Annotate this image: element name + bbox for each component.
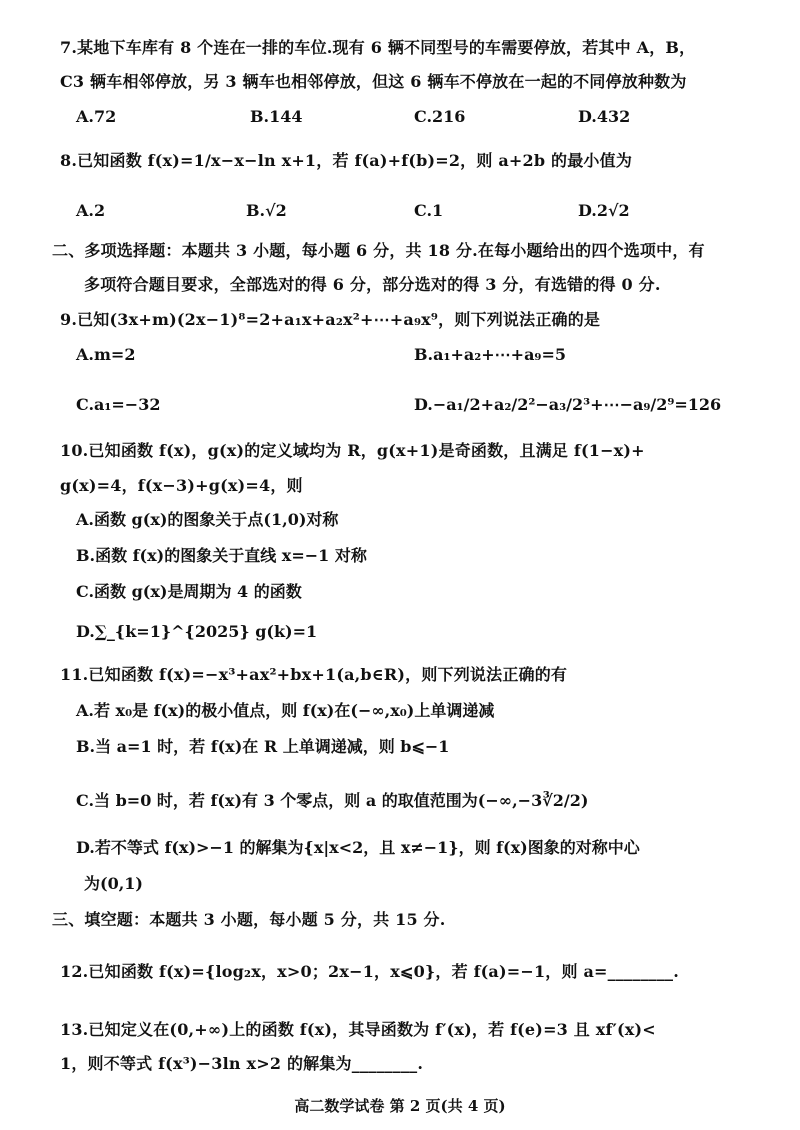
q9-stem: 9.已知(3x+m)(2x−1)⁸=2+a₁x+a₂x²+⋯+a₉x⁹，则下列说法正确的是 — [60, 310, 601, 329]
q11-option-b: B.当 a=1 时，若 f(x)在 R 上单调递减，则 b⩽−1 — [76, 737, 450, 756]
q7-line2: C3 辆车相邻停放，另 3 辆车也相邻停放，但这 6 辆车不停放在一起的不同停放种数为 — [60, 72, 687, 91]
q11-option-a: A.若 x₀是 f(x)的极小值点，则 f(x)在(−∞,x₀)上单调递减 — [76, 701, 495, 720]
q11-stem: 11.已知函数 f(x)=−x³+ax²+bx+1(a,b∈R)，则下列说法正确的有 — [60, 665, 568, 684]
q9-option-a: A.m=2 — [76, 345, 136, 364]
q10-line2: g(x)=4，f(x−3)+g(x)=4，则 — [60, 476, 303, 495]
q11-option-d-line1: D.若不等式 f(x)>−1 的解集为{x|x<2，且 x≠−1}，则 f(x)图象的对称中心 — [76, 838, 640, 857]
q10-line1: 10.已知函数 f(x)，g(x)的定义域均为 R，g(x+1)是奇函数，且满足 f(1−x)+ — [60, 441, 645, 460]
q9-option-b: B.a₁+a₂+⋯+a₉=5 — [414, 345, 566, 364]
section2-heading: 二、多项选择题：本题共 3 小题，每小题 6 分，共 18 分.在每小题给出的四个选项中，有 — [52, 241, 705, 260]
section3-heading: 三、填空题：本题共 3 小题，每小题 5 分，共 15 分. — [52, 910, 446, 929]
q8-option-d: D.2√2 — [578, 201, 630, 220]
q9-option-d: D.−a₁/2+a₂/2²−a₃/2³+⋯−a₉/2⁹=126 — [414, 395, 722, 414]
q8-option-a: A.2 — [76, 201, 106, 220]
q8-stem: 8.已知函数 f(x)=1/x−x−ln x+1，若 f(a)+f(b)=2，则 a+2b 的最小值为 — [60, 151, 633, 170]
q7-option-a: A.72 — [76, 107, 117, 126]
q7-option-b: B.144 — [250, 107, 303, 126]
q7-option-d: D.432 — [578, 107, 631, 126]
q10-option-c: C.函数 g(x)是周期为 4 的函数 — [76, 582, 302, 601]
q7-line1: 7.某地下车库有 8 个连在一排的车位.现有 6 辆不同型号的车需要停放，若其中 A，B， — [60, 38, 696, 57]
q13-line1: 13.已知定义在(0,+∞)上的函数 f(x)，其导函数为 f′(x)，若 f(e)=3 且 xf′(x)< — [60, 1020, 656, 1039]
q13-line2: 1，则不等式 f(x³)−3ln x>2 的解集为________. — [60, 1054, 424, 1073]
q8-option-c: C.1 — [414, 201, 444, 220]
q12-stem: 12.已知函数 f(x)={log₂x，x>0；2x−1，x⩽0}，若 f(a)=−1，则 a=________. — [60, 962, 680, 981]
q10-option-d: D.∑_{k=1}^{2025} g(k)=1 — [76, 622, 318, 641]
q9-option-c: C.a₁=−32 — [76, 395, 161, 414]
q7-option-c: C.216 — [414, 107, 466, 126]
q10-option-b: B.函数 f(x)的图象关于直线 x=−1 对称 — [76, 546, 367, 565]
q10-option-a: A.函数 g(x)的图象关于点(1,0)对称 — [76, 510, 339, 529]
page-footer: 高二数学试卷 第 2 页(共 4 页) — [294, 1097, 506, 1115]
q11-option-d-line2: 为(0,1) — [84, 874, 143, 893]
q11-option-c: C.当 b=0 时，若 f(x)有 3 个零点，则 a 的取值范围为(−∞,−3∛2/2) — [76, 791, 589, 810]
q8-option-b: B.√2 — [246, 201, 287, 220]
section2-instructions: 多项符合题目要求，全部选对的得 6 分，部分选对的得 3 分，有选错的得 0 分. — [84, 275, 661, 294]
